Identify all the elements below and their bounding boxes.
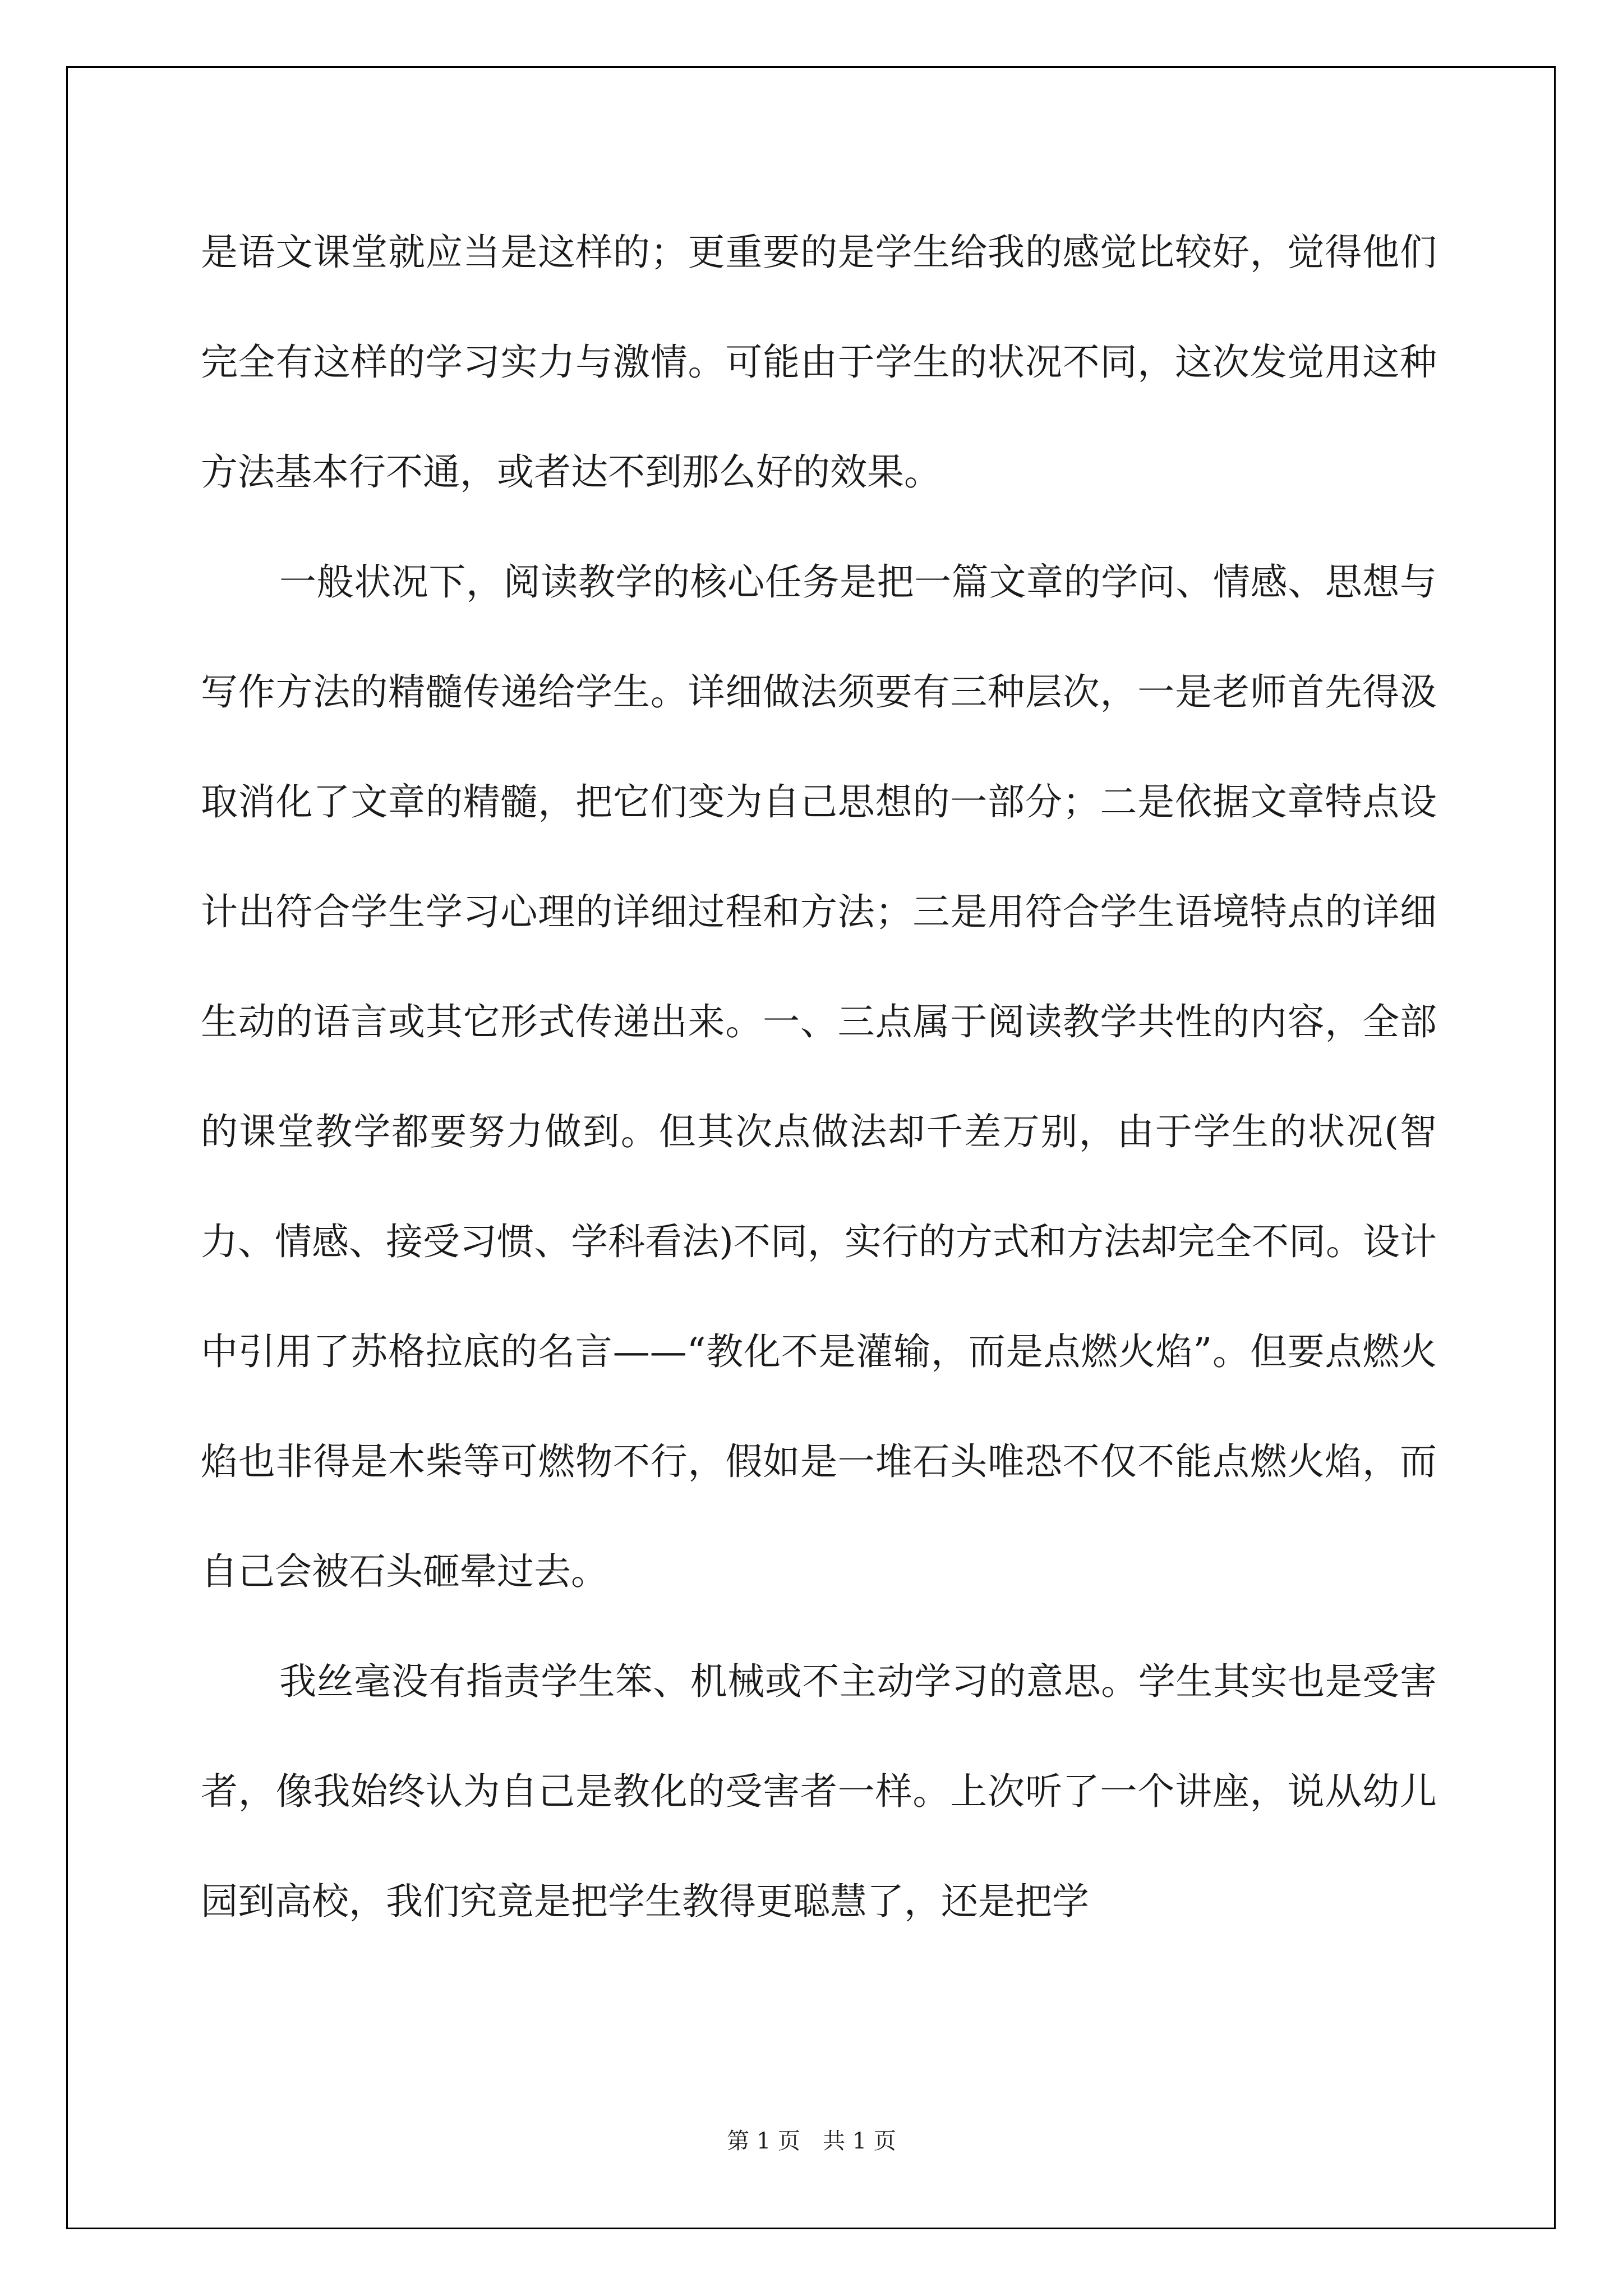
paragraph-3: 我丝毫没有指责学生笨、机械或不主动学习的意思。学生其实也是受害者，像我始终认为自己是教化的受害者一样。上次听了一个讲座，说从幼儿园到高校，我们究竟是把学生教得更聪慧了，还是把学 [201, 1660, 1437, 1923]
page-footer: 第 1 页 共 1 页 [727, 2128, 896, 2154]
paragraph-2: 一般状况下，阅读教学的核心任务是把一篇文章的学问、情感、思想与写作方法的精髓传递给学生。详细做法须要有三种层次，一是老师首先得汲取消化了文章的精髓，把它们变为自己思想的一部分；二是依据文章特点设计出符合学生学习心理的详细过程和方法；三是用符合学生语境特点的详细生动的语言或其它形式传递出来。一、三点属于阅读教学共性的内容，全部的课堂教学都要努力做到。但其次点做法却千差万别，由于学生的状况(智力、情感、接受习惯、学科看法)不同，实行的方式和方法却完全不同。设计中引用了苏格拉底的名言——“教化不是灌输，而是点燃火焰”。但要点燃火焰也非得是木柴等可燃物不行，假如是一堆石头唯恐不仅不能点燃火焰，而自己会被石头砸晕过去。 [201, 560, 1437, 1593]
paragraph-1: 是语文课堂就应当是这样的；更重要的是学生给我的感觉比较好，觉得他们完全有这样的学习实力与激情。可能由于学生的状况不同，这次发觉用这种方法基本行不通，或者达不到那么好的效果。 [201, 231, 1437, 494]
document-body [201, 197, 1437, 1957]
